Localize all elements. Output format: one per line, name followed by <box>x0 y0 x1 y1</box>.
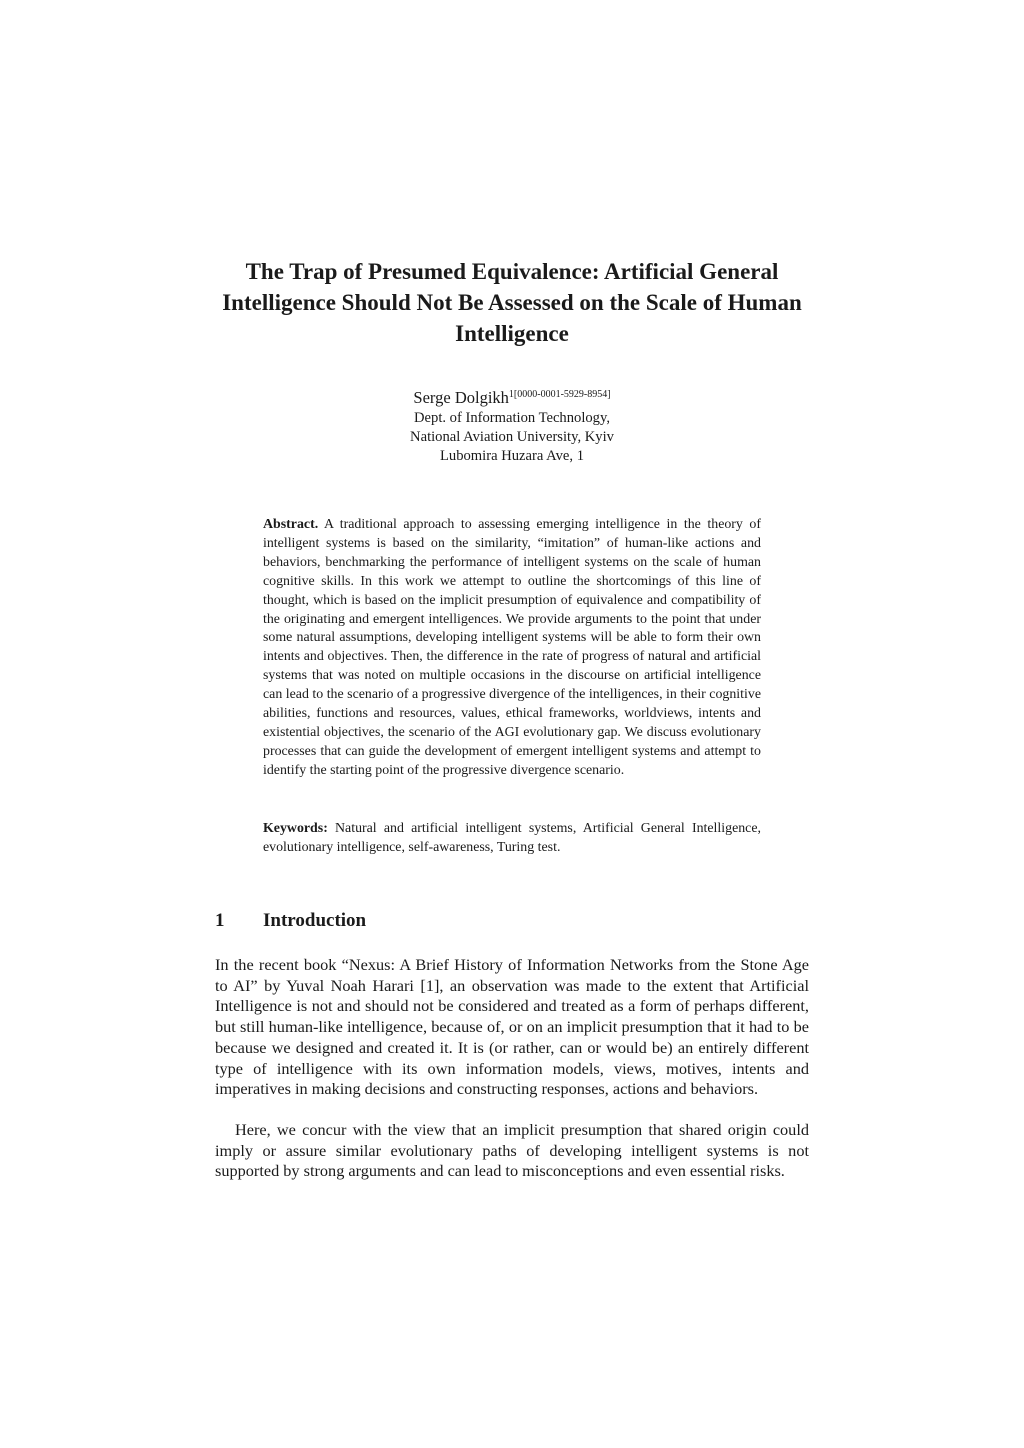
paper-title: The Trap of Presumed Equivalence: Artificial General Intelligence Should Not Be Assessed on the Scale of Human Intelligence <box>222 259 802 346</box>
affiliation-line: Lubomira Huzara Ave, 1 <box>440 448 584 464</box>
abstract-label: Abstract. <box>263 517 319 532</box>
author-orcid: 1[0000-0001-5929-8954] <box>508 389 611 400</box>
author-name: Serge Dolgikh <box>413 388 509 407</box>
abstract-text: A traditional approach to assessing emerging intelligence in the theory of intelligent systems is based on the similarity, “imitation” of human-like actions and behaviors, benchmarking the performance of intelligent systems on the scale of human cognitive skills. In this work we attempt to outline the shortcomings of this line of thought, which is based on the implicit presumption of equivalence and compatibility of the originating and emergent intelligences. We provide arguments to the point that under some natural assumptions, developing intelligent systems will be able to form their own intents and objectives. Then, the difference in the rate of progress of natural and artificial systems that was noted on multiple occasions in the discourse on artificial intelligence can lead to the scenario of a progressive divergence of the intelligences, in their cognitive abilities, functions and resources, values, ethical frameworks, worldviews, intents and existential objectives, the scenario of the AGI evolutionary gap. We discuss evolutionary processes that can guide the development of emergent intelligent systems and attempt to identify the starting point of the progressive divergence scenario. <box>263 517 761 778</box>
keywords <box>263 820 761 858</box>
body-paragraph: In the recent book “Nexus: A Brief History of Information Networks from the Stone Age to AI” by Yuval Noah Harari [1], an observation was made to the extent that Artificial Intelligence is not and should not be considered and treated as a form of perhaps different, but still human-like intelligence, because of, or on an implicit presumption that it had to be because we designed and created it. It is (or rather, can or would be) an entirely different type of intelligence with its own information models, views, motives, intents and imperatives in making decisions and constructing responses, actions and behaviors. <box>215 955 809 1099</box>
keywords-label: Keywords: <box>263 821 328 836</box>
author-block <box>262 387 762 466</box>
affiliation-line: National Aviation University, Kyiv <box>410 429 614 445</box>
section-title: Introduction <box>263 910 367 931</box>
author-line <box>262 387 762 409</box>
body-paragraph: Here, we concur with the view that an implicit presumption that shared origin could imply or assure similar evolutionary paths of developing intelligent systems is not supported by strong arguments and can lead to misconceptions and even essential risks. <box>215 1120 809 1181</box>
section-number: 1 <box>215 910 225 931</box>
keywords-text: Natural and artificial intelligent systems, Artificial General Intelligence, evolutionary intelligence, self-awareness, Turing test. <box>263 821 761 855</box>
affiliation-line: Dept. of Information Technology, <box>414 410 610 426</box>
abstract <box>263 516 761 781</box>
section-heading <box>215 908 366 934</box>
